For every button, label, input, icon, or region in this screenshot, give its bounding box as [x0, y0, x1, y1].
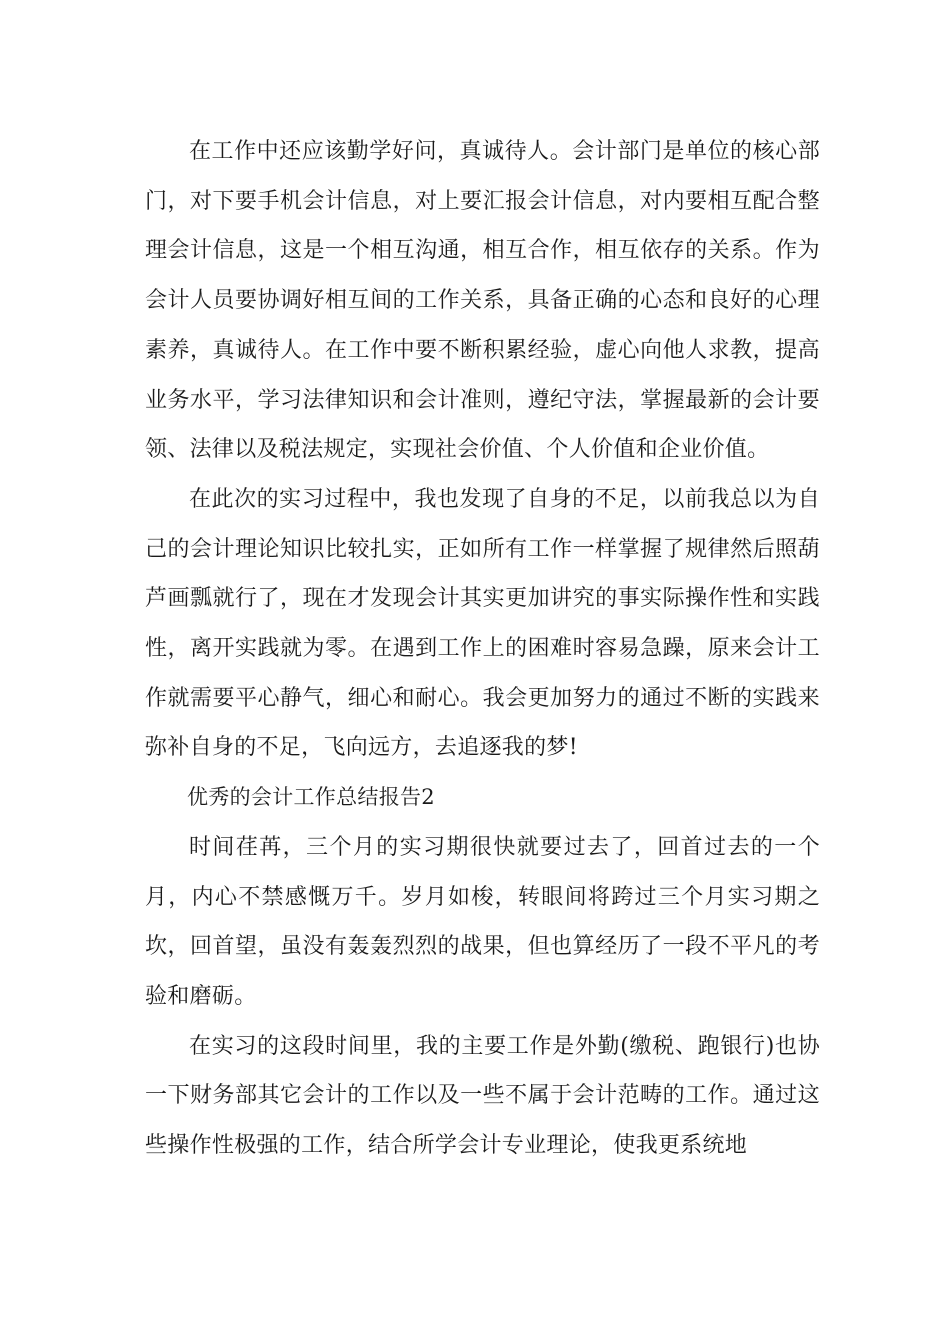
- paragraph-internship-work: 在实习的这段时间里，我的主要工作是外勤(缴税、跑银行)也协一下财务部其它会计的工作以及一些不属于会计范畴的工作。通过这些操作性极强的工作，结合所学会计专业理论，使我更系统地: [145, 1033, 820, 1159]
- paragraph-shortcomings: 在此次的实习过程中，我也发现了自身的不足，以前我总以为自己的会计理论知识比较扎实，正如所有工作一样掌握了规律然后照葫芦画瓢就行了，现在才发现会计其实更加讲究的事实际操作性和实践性，离开实践就为零。在遇到工作上的困难时容易急躁，原来会计工作就需要平心静气，细心和耐心。我会更加努力的通过不断的实践来弥补自身的不足，飞向远方，去追逐我的梦!: [145, 486, 820, 761]
- paragraph-diligence: 在工作中还应该勤学好问，真诚待人。会计部门是单位的核心部门，对下要手机会计信息，对上要汇报会计信息，对内要相互配合整理会计信息，这是一个相互沟通，相互合作，相互依存的关系。作为会计人员要协调好相互间的工作关系，具备正确的心态和良好的心理素养，真诚待人。在工作中要不断积累经验，虚心向他人求教，提高业务水平，学习法律知识和会计准则，遵纪守法，掌握最新的会计要领、法律以及税法规定，实现社会价值、个人价值和企业价值。: [145, 139, 820, 463]
- document-body: [145, 127, 820, 1171]
- section-heading: 优秀的会计工作总结报告2: [187, 785, 435, 810]
- paragraph-time-reflection: 时间荏苒，三个月的实习期很快就要过去了，回首过去的一个月，内心不禁感慨万千。岁月如梭，转眼间将跨过三个月实习期之坎，回首望，虽没有轰轰烈烈的战果，但也算经历了一段不平凡的考验和磨砺。: [145, 834, 820, 1009]
